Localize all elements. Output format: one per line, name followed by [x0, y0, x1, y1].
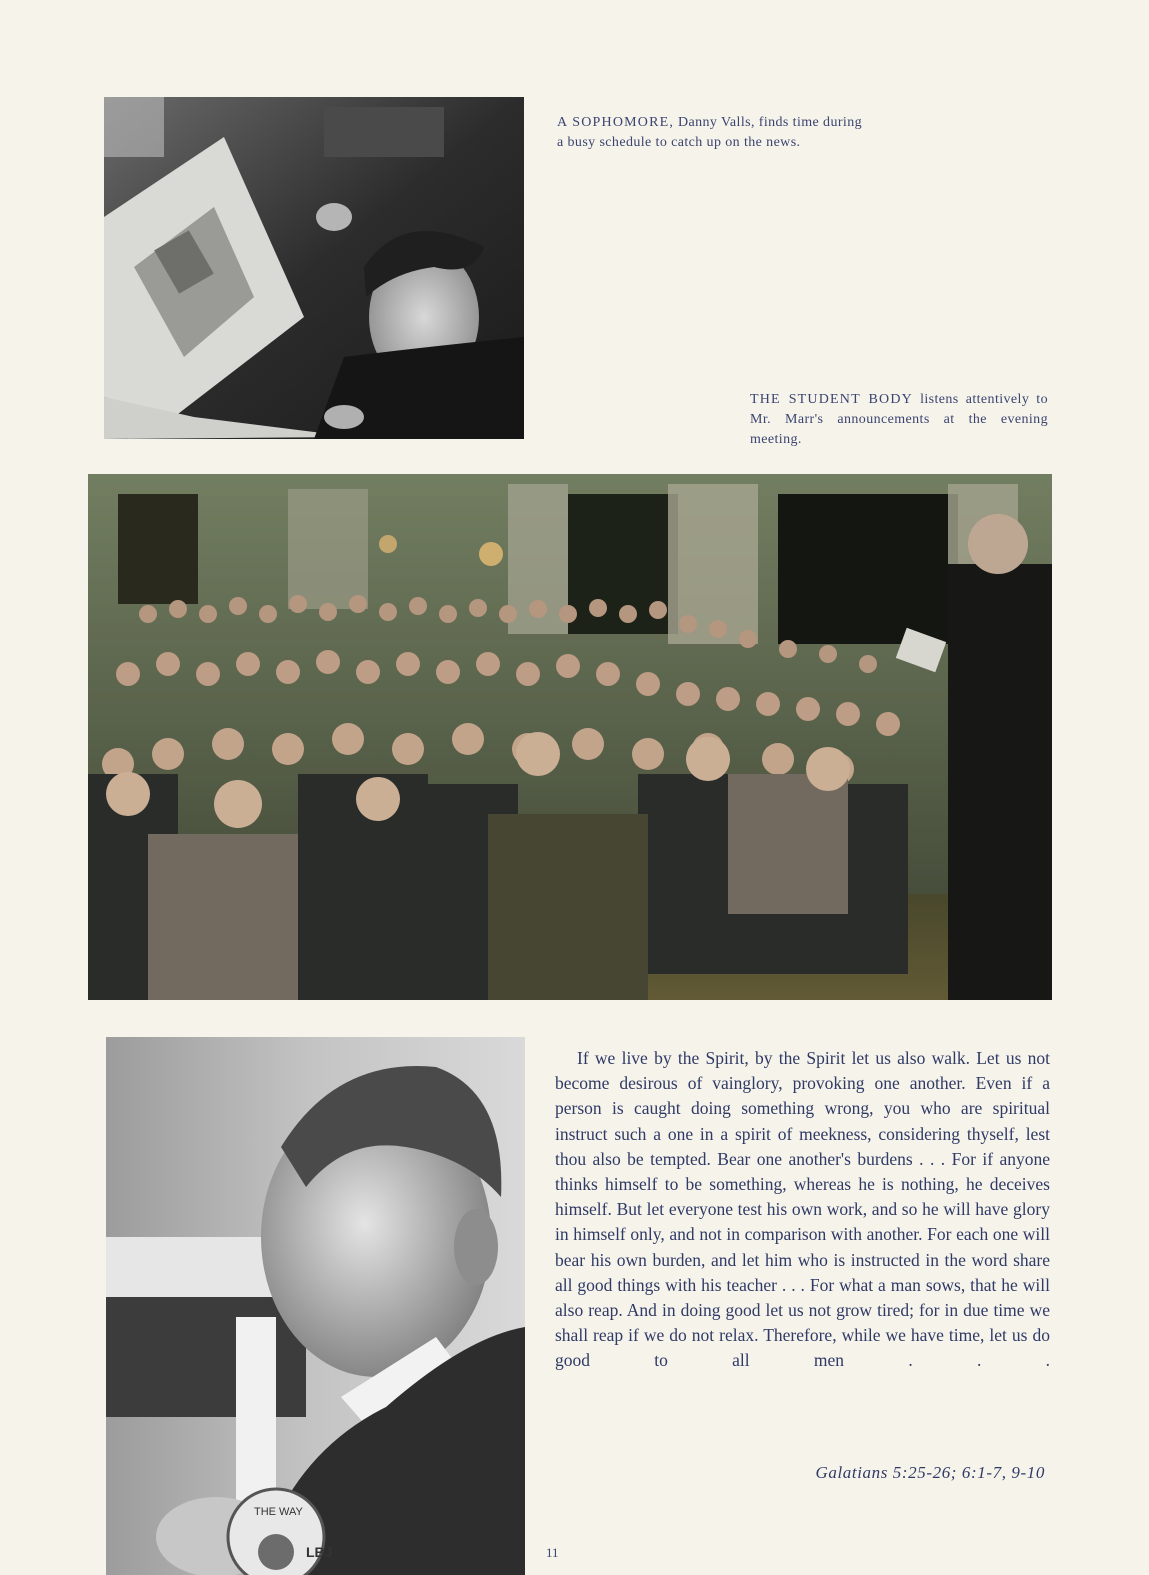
photo-student-body-meeting — [88, 474, 1052, 1000]
caption-sophomore — [557, 113, 862, 153]
page-number: 11 — [546, 1545, 559, 1560]
pin-text-side: LBJ — [306, 1544, 333, 1560]
caption-student-body-text: listens attentively to Mr. Marr's announcements at the evening meeting. — [750, 392, 1048, 447]
caption-sophomore-lead: A SOPHOMORE, — [557, 115, 675, 130]
scripture-passage: If we live by the Spirit, by the Spirit let us also walk. Let us not become desirous of vainglory, provoking one another. Even if a person is caught doing something wrong, you who are spiritual instruct such a one in a spirit of meekness, considering thyself, lest thou also be tempted. Bear one another's burdens . . . For if anyone thinks himself to be something, whereas he is nothing, he deceives himself. But let everyone test his own work, and so he will have glory in himself only, and not in comparison with another. For each one will bear his own burden, and let him who is instructed in the word share all good things with his teacher . . . For what a man sows, that he will also reap. And in doing good let us not grow tired; for in due time we shall reap if we do not relax. Therefore, while we have time, let us do good to all men . . . — [555, 1048, 1050, 1371]
photo-student-portrait — [106, 1037, 525, 1575]
photo-sophomore-reading-newspaper — [104, 97, 524, 439]
scripture-citation: Galatians 5:25-26; 6:1-7, 9-10 — [815, 1463, 1045, 1482]
caption-sophomore-text: Danny Valls, finds time during a busy schedule to catch up on the news. — [557, 115, 862, 150]
pin-text-top: THE WAY — [254, 1506, 303, 1518]
caption-student-body — [750, 390, 1048, 450]
caption-student-body-lead: THE STUDENT BODY — [750, 392, 913, 407]
